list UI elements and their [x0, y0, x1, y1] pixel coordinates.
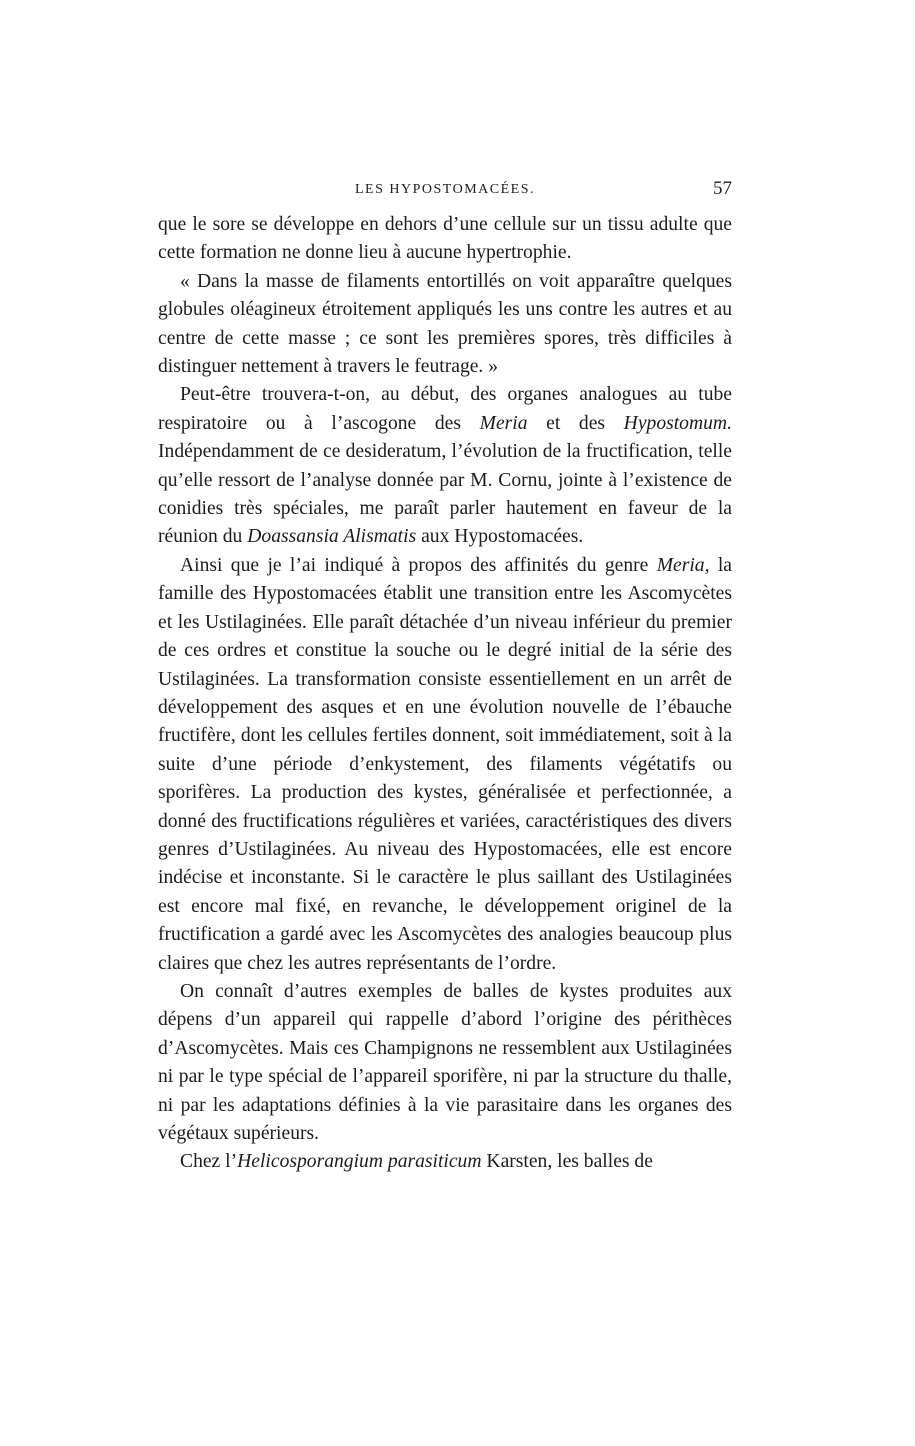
italic-term: Doassansia Alismatis: [247, 526, 417, 548]
text-run: aux Hypostomacées.: [416, 526, 584, 548]
text-run: la famille des Hypostomacées établit une transition entre les Ascomycètes et les Ustilaginées. Elle paraît détachée d’un niveau inférieur du premier de ces ordres et constitue la souche ou le degré initial de la série des Ustilaginées. La transformation consiste essentiellement en un arrêt de développement des asques et en une évolution nouvelle de l’ébauche fructifère, dont les cellules fertiles donnent, soit immédiatement, soit à la suite d’une période d’enkystement, des filaments végétatifs ou sporifères. La production des kystes, généralisée et perfectionnée, a donné des fructifications régulières et variées, caractéristiques des divers genres d’Ustilaginées. Au niveau des Hypostomacées, elle est encore indécise et inconstante. Si le caractère le plus saillant des Ustilaginées est encore mal fixé, en revanche, le développement originel de la fructification a gardé avec les Ascomycètes des analogies beaucoup plus claires que chez les autres représentants de l’ordre.: [158, 554, 732, 974]
paragraph: [158, 211, 732, 268]
text-run: que le sore se développe en dehors d’une cellule sur un tissu adulte que cette formation ne donne lieu à aucune hypertrophie.: [158, 214, 732, 264]
text-run: et des: [527, 412, 624, 434]
text-run: « Dans la masse de filaments entortillés on voit apparaître quelques globules oléagineux étroitement appliqués les uns contre les autres et au centre de cette masse ; ce sont les premières spores, très difficiles à distinguer nettement à travers le feutrage. »: [158, 270, 732, 378]
paragraph: [158, 381, 732, 551]
text-run: Chez l’: [180, 1151, 238, 1173]
page-number: 57: [713, 178, 732, 199]
italic-term: Helicosporangium parasiticum: [237, 1151, 482, 1173]
italic-term: Meria,: [656, 554, 710, 576]
running-head: LES HYPOSTOMACÉES.: [355, 182, 535, 197]
text-run: Peut-être trouvera-t-on, au début, des organes analogues au tube respiratoire ou à l’ascogone des: [158, 384, 732, 434]
italic-term: Meria: [479, 412, 528, 434]
text-run: Ainsi que je l’ai indiqué à propos des affinités du genre: [180, 554, 657, 576]
paragraph: [158, 1148, 732, 1176]
paragraph: [158, 978, 732, 1148]
text-run: Karsten, les balles de: [481, 1151, 653, 1173]
paragraph: [158, 552, 732, 978]
text-run: On connaît d’autres exemples de balles de kystes produites aux dépens d’un appareil qui rappelle d’abord l’origine des périthèces d’Ascomycètes. Mais ces Champignons ne ressemblent aux Ustilaginées ni par le type spécial de l’appareil sporifère, ni par la structure du thalle, ni par les adaptations définies à la vie parasitaire dans les organes des végétaux supérieurs.: [158, 980, 732, 1144]
italic-term: Hypostomum.: [623, 412, 732, 434]
page-header: [158, 180, 732, 204]
text-run: Indépendamment de ce desideratum, l’évolution de la fructification, telle qu’elle ressort de l’analyse donnée par M. Cornu, jointe à l’existence de conidies très spéciales, me paraît parler hautement en faveur de la réunion du: [158, 441, 732, 548]
body-text: [158, 211, 732, 1177]
paragraph: [158, 268, 732, 382]
